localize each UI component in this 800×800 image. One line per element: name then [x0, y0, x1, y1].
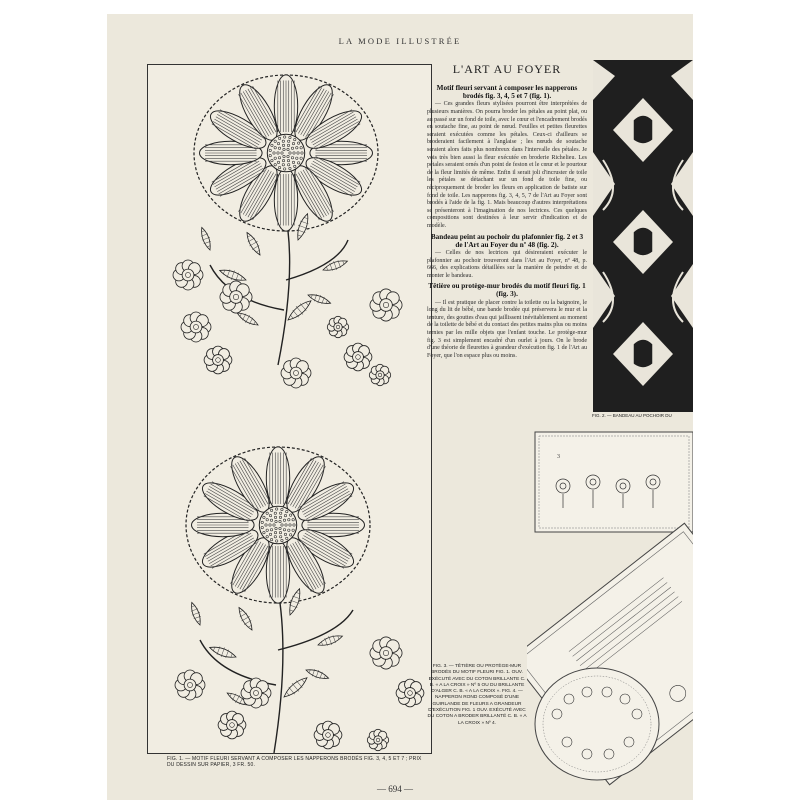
article-2-body: — Celles de nos lectrices qui désireraient exécuter le plafonnier au pochoir trouveront dans l'Art au Foyer, nº 48, p. 666, des explications détaillées sur la manière de peindre et de monter le bandeau. — [427, 249, 587, 279]
article-column — [427, 82, 587, 362]
section-title: L'ART AU FOYER — [452, 62, 562, 76]
stencil-pattern-illustration — [593, 60, 693, 412]
article-1-body: — Ces grandes fleurs stylisées pourront être interprétées de plusieurs manières. On pourra broder les pétales au point plat, ou au passé sur un fond de toile, avec le cœur et l'encadrement brodés en soutache fine, au point de nœud. Feuilles et petites fleurettes seraient exécutées comme les pétales. Ceux-ci d'ailleurs se broderaient facilement à l'anglaise ; les nœuds de soutache seraient alors faits plus nombreux dans l'intervalle des pétales. Je vois très bien aussi la fleur exécutée en broderie Richelieu. Les pétales seraient ornés d'un point de feston et le cœur et le pourtour de la fleur limités de même. Enfin il serait joli d'incruster de toile les pétales se détachant sur un fond de toile fine, ou réciproquement de broder les fleurs en application de batiste sur fond de toile. Les napperons fig. 3, 4, 5, 7 de l'Art au Foyer sont brodés à l'aide de la fig. 1. Mais beaucoup d'autres interprétations se présenteront à l'imagination de nos lectrices. Ces quelques compositions sont destinées à leur servir d'indication et de modèle. — [427, 101, 587, 229]
figure-2-stencil-band — [593, 60, 693, 412]
page-number: — 694 — — [377, 784, 413, 794]
figure-3-number: 3 — [557, 454, 560, 460]
figure-2-caption: FIG. 2. — BANDEAU AU POCHOIR DU — [592, 413, 672, 418]
figure-3-4-caption: FIG. 3. — TÊTIÈRE OU PROTÈGE-MUR BRODÉS DU MOTIF FLEURI FIG. 1. OUV. EXÉCUTÉ AVEC DU COTON BRILLANTE C. B. « A LA CROIX » Nº 5 OU DU BRILLANTE D'ALGER C. B. « A LA CROIX ». FIG. 4. — NAPPERON ROND COMPOSÉ D'UNE GUIRLANDE DE FLEURS A GRANDEUR D'EXÉCUTION FIG. 1 OUV. EXÉCUTÉ AVEC DU COTON A BRODER BRILLANTÉ C. B. « A LA CROIX » Nº 4. — [427, 664, 527, 726]
article-3-heading: Têtière ou protège-mur brodés du motif fleuri fig. 1 (fig. 3). — [428, 282, 586, 299]
magazine-page — [107, 14, 693, 800]
flower-pattern-illustration — [148, 65, 431, 753]
figure-3-4-runner-and-doily — [527, 424, 693, 800]
article-2-heading: Bandeau peint au pochoir du plafonnier fig. 2 et 3 de l'Art au Foyer du nº 48 (fig. 2). — [430, 232, 584, 249]
running-head: LA MODE ILLUSTRÉE — [338, 36, 462, 46]
figure-1-caption: FIG. 1. — MOTIF FLEURI SERVANT A COMPOSER LES NAPPERONS BRODÉS FIG. 3, 4, 5 ET 7 ; PRIX DU DESSIN SUR PAPIER, 3 FR. 50. — [167, 756, 422, 768]
article-1-heading: Motif fleuri servant à composer les napperons brodés fig. 3, 4, 5 et 7 (fig. 1). — [436, 84, 578, 101]
article-3-body: — Il est pratique de placer contre la toilette ou la baignoire, le long du lit de bébé, une bande brodée qui préservera le mur et la tenture, des gouttes d'eau qui jaillissent inévitablement au moment de la toilette de bébé et du contact des petites mains plus ou moins ternies par les mille objets que l'enfant touche. Le protège-mur fig. 3 est simplement encadré d'un ourlet à jours. On le brode d'une théorie de fleurettes à grandeur d'exécution fig. 1 de l'Art au Foyer, que l'on espace plus ou moins. — [427, 299, 587, 359]
figure-1-flower-pattern — [147, 64, 432, 754]
runner-and-doily-illustration — [527, 424, 693, 800]
